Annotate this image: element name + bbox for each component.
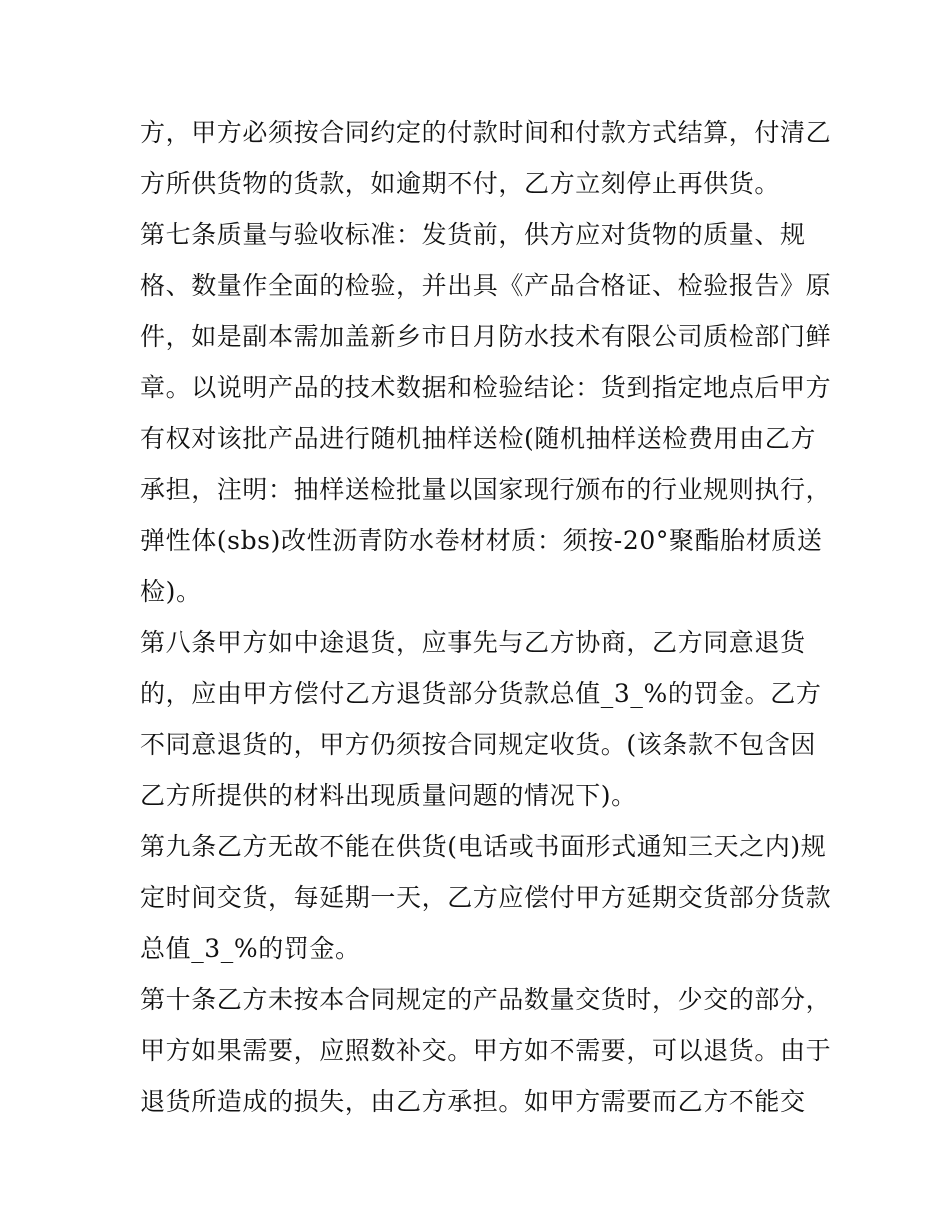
- text-line: 总值_3_%的罚金。: [140, 934, 361, 963]
- text-line: 第八条甲方如中途退货，应事先与乙方协商，乙方同意退货: [140, 628, 806, 657]
- text-line: 格、数量作全面的检验，并出具《产品合格证、检验报告》原: [140, 271, 832, 300]
- text-line: 弹性体(sbs)改性沥青防水卷材材质：须按-20°聚酯胎材质送: [140, 526, 823, 555]
- text-line: 方，甲方必须按合同约定的付款时间和付款方式结算，付清乙: [140, 118, 832, 147]
- contract-text-body: [140, 107, 832, 1127]
- text-line: 不同意退货的，甲方仍须按合同规定收货。(该条款不包含因: [140, 730, 816, 759]
- text-line: 有权对该批产品进行随机抽样送检(随机抽样送检费用由乙方: [140, 424, 816, 453]
- text-line: 退货所造成的损失，由乙方承担。如甲方需要而乙方不能交: [140, 1087, 806, 1116]
- text-line: 乙方所提供的材料出现质量问题的情况下)。: [140, 781, 637, 810]
- text-line: 检)。: [140, 577, 202, 606]
- text-line: 第十条乙方未按本合同规定的产品数量交货时，少交的部分，: [140, 985, 832, 1014]
- text-line: 的，应由甲方偿付乙方退货部分货款总值_3_%的罚金。乙方: [140, 679, 822, 708]
- text-line: 承担，注明：抽样送检批量以国家现行颁布的行业规则执行，: [140, 475, 832, 504]
- text-line: 第九条乙方无故不能在供货(电话或书面形式通知三天之内)规: [140, 832, 827, 861]
- text-line: 甲方如果需要，应照数补交。甲方如不需要，可以退货。由于: [140, 1036, 832, 1065]
- text-line: 章。以说明产品的技术数据和检验结论：货到指定地点后甲方: [140, 373, 832, 402]
- text-line: 件，如是副本需加盖新乡市日月防水技术有限公司质检部门鲜: [140, 322, 832, 351]
- text-line: 方所供货物的货款，如逾期不付，乙方立刻停止再供货。: [140, 169, 781, 198]
- text-line: 定时间交货，每延期一天，乙方应偿付甲方延期交货部分货款: [140, 883, 832, 912]
- text-line: 第七条质量与验收标准：发货前，供方应对货物的质量、规: [140, 220, 806, 249]
